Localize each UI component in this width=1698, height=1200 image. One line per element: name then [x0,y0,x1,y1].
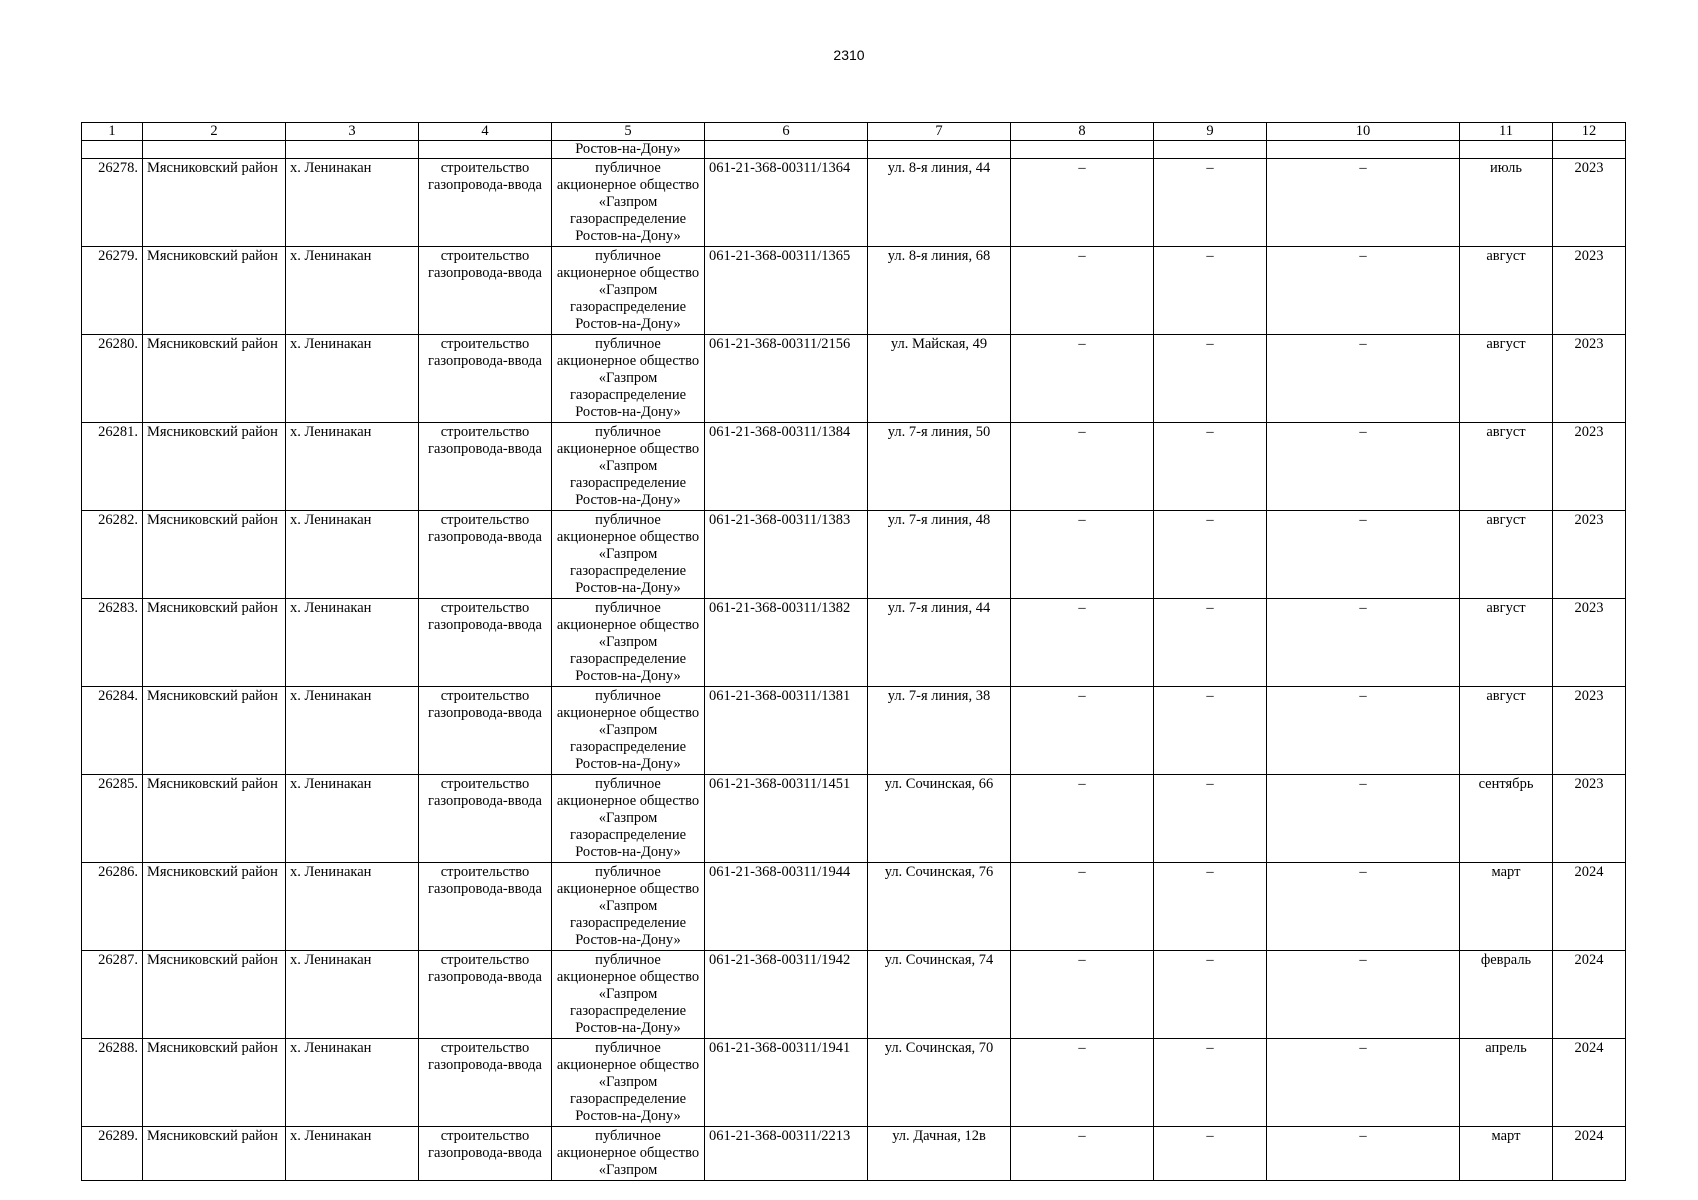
table-row [82,599,1626,687]
record-number: 26283. [82,599,143,687]
organization-cell: публичное акционерное общество «Газпром газораспределение Ростов-на-Дону» [552,511,705,599]
district-cell: Мясниковский район [143,423,286,511]
address-cell: ул. Сочинская, 74 [868,951,1011,1039]
year-cell: 2024 [1553,951,1626,1039]
work-type-cell: строительство газопровода-ввода [419,1127,552,1181]
organization-cell: публичное акционерное общество «Газпром [552,1127,705,1181]
permit-code-cell: 061-21-368-00311/1364 [705,159,868,247]
record-number: 26286. [82,863,143,951]
column-10-cell: – [1267,423,1460,511]
column-10-cell: – [1267,951,1460,1039]
address-cell: ул. Сочинская, 70 [868,1039,1011,1127]
district-cell: Мясниковский район [143,1127,286,1181]
table-row [82,247,1626,335]
organization-cell: публичное акционерное общество «Газпром газораспределение Ростов-на-Дону» [552,599,705,687]
address-cell: ул. 7-я линия, 38 [868,687,1011,775]
district-cell: Мясниковский район [143,335,286,423]
column-9-cell: – [1154,863,1267,951]
record-number: 26280. [82,335,143,423]
record-number: 26288. [82,1039,143,1127]
district-cell: Мясниковский район [143,775,286,863]
column-8-cell: – [1011,1127,1154,1181]
column-header: 6 [705,123,868,141]
settlement-cell: х. Ленинакан [286,687,419,775]
work-type-cell: строительство газопровода-ввода [419,863,552,951]
column-10-cell: – [1267,1039,1460,1127]
column-8-cell: – [1011,1039,1154,1127]
table-row [82,687,1626,775]
work-type-cell: строительство газопровода-ввода [419,247,552,335]
column-8-cell: – [1011,247,1154,335]
work-type-cell: строительство газопровода-ввода [419,599,552,687]
year-cell: 2023 [1553,335,1626,423]
column-10-cell: – [1267,159,1460,247]
column-10-cell: – [1267,511,1460,599]
column-8-cell: – [1011,159,1154,247]
address-cell: ул. Сочинская, 66 [868,775,1011,863]
org-continuation: Ростов-на-Дону» [552,141,705,159]
settlement-cell: х. Ленинакан [286,1039,419,1127]
column-header: 11 [1460,123,1553,141]
column-header: 2 [143,123,286,141]
month-cell: август [1460,687,1553,775]
permit-code-cell: 061-21-368-00311/1451 [705,775,868,863]
permit-code-cell: 061-21-368-00311/1942 [705,951,868,1039]
column-9-cell: – [1154,159,1267,247]
address-cell: ул. 7-я линия, 44 [868,599,1011,687]
work-type-cell: строительство газопровода-ввода [419,951,552,1039]
settlement-cell: х. Ленинакан [286,599,419,687]
permit-code-cell: 061-21-368-00311/2213 [705,1127,868,1181]
settlement-cell: х. Ленинакан [286,511,419,599]
column-10-cell: – [1267,863,1460,951]
organization-cell: публичное акционерное общество «Газпром газораспределение Ростов-на-Дону» [552,247,705,335]
settlement-cell: х. Ленинакан [286,863,419,951]
permit-code-cell: 061-21-368-00311/1365 [705,247,868,335]
organization-cell: публичное акционерное общество «Газпром газораспределение Ростов-на-Дону» [552,863,705,951]
column-10-cell: – [1267,1127,1460,1181]
column-9-cell: – [1154,687,1267,775]
record-number: 26281. [82,423,143,511]
work-type-cell: строительство газопровода-ввода [419,687,552,775]
year-cell: 2024 [1553,863,1626,951]
month-cell: сентябрь [1460,775,1553,863]
district-cell: Мясниковский район [143,159,286,247]
table-row [82,775,1626,863]
column-header: 4 [419,123,552,141]
settlement-cell: х. Ленинакан [286,423,419,511]
column-9-cell: – [1154,511,1267,599]
month-cell: февраль [1460,951,1553,1039]
permit-code-cell: 061-21-368-00311/1944 [705,863,868,951]
column-9-cell: – [1154,951,1267,1039]
table-row [82,511,1626,599]
organization-cell: публичное акционерное общество «Газпром газораспределение Ростов-на-Дону» [552,1039,705,1127]
column-header: 9 [1154,123,1267,141]
column-9-cell: – [1154,1039,1267,1127]
column-8-cell: – [1011,687,1154,775]
organization-cell: публичное акционерное общество «Газпром газораспределение Ростов-на-Дону» [552,159,705,247]
year-cell: 2023 [1553,159,1626,247]
address-cell: ул. 8-я линия, 44 [868,159,1011,247]
district-cell: Мясниковский район [143,687,286,775]
record-number: 26278. [82,159,143,247]
column-10-cell: – [1267,335,1460,423]
column-8-cell: – [1011,511,1154,599]
record-number: 26282. [82,511,143,599]
year-cell: 2024 [1553,1127,1626,1181]
district-cell: Мясниковский район [143,863,286,951]
settlement-cell: х. Ленинакан [286,247,419,335]
address-cell: ул. Сочинская, 76 [868,863,1011,951]
work-type-cell: строительство газопровода-ввода [419,1039,552,1127]
work-type-cell: строительство газопровода-ввода [419,335,552,423]
column-8-cell: – [1011,423,1154,511]
organization-cell: публичное акционерное общество «Газпром газораспределение Ростов-на-Дону» [552,423,705,511]
column-9-cell: – [1154,775,1267,863]
column-header: 7 [868,123,1011,141]
address-cell: ул. Дачная, 12в [868,1127,1011,1181]
work-type-cell: строительство газопровода-ввода [419,423,552,511]
district-cell: Мясниковский район [143,1039,286,1127]
month-cell: март [1460,1127,1553,1181]
address-cell: ул. 8-я линия, 68 [868,247,1011,335]
column-header: 1 [82,123,143,141]
address-cell: ул. 7-я линия, 48 [868,511,1011,599]
column-header: 5 [552,123,705,141]
permit-code-cell: 061-21-368-00311/1384 [705,423,868,511]
year-cell: 2023 [1553,775,1626,863]
column-header: 12 [1553,123,1626,141]
month-cell: август [1460,511,1553,599]
month-cell: август [1460,599,1553,687]
page-number: 2310 [833,47,865,63]
month-cell: август [1460,423,1553,511]
permit-code-cell: 061-21-368-00311/1382 [705,599,868,687]
month-cell: июль [1460,159,1553,247]
year-cell: 2023 [1553,247,1626,335]
settlement-cell: х. Ленинакан [286,951,419,1039]
table-row [82,159,1626,247]
work-type-cell: строительство газопровода-ввода [419,511,552,599]
work-type-cell: строительство газопровода-ввода [419,159,552,247]
address-cell: ул. 7-я линия, 50 [868,423,1011,511]
table-row [82,863,1626,951]
permit-code-cell: 061-21-368-00311/1381 [705,687,868,775]
settlement-cell: х. Ленинакан [286,335,419,423]
column-9-cell: – [1154,423,1267,511]
column-9-cell: – [1154,599,1267,687]
district-cell: Мясниковский район [143,511,286,599]
settlement-cell: х. Ленинакан [286,159,419,247]
record-number: 26289. [82,1127,143,1181]
column-header: 8 [1011,123,1154,141]
address-cell: ул. Майская, 49 [868,335,1011,423]
permit-code-cell: 061-21-368-00311/1941 [705,1039,868,1127]
organization-cell: публичное акционерное общество «Газпром газораспределение Ростов-на-Дону» [552,775,705,863]
year-cell: 2024 [1553,1039,1626,1127]
column-10-cell: – [1267,599,1460,687]
column-8-cell: – [1011,335,1154,423]
column-8-cell: – [1011,951,1154,1039]
column-10-cell: – [1267,687,1460,775]
column-8-cell: – [1011,775,1154,863]
column-10-cell: – [1267,247,1460,335]
month-cell: август [1460,247,1553,335]
column-header: 10 [1267,123,1460,141]
year-cell: 2023 [1553,599,1626,687]
table-row [82,335,1626,423]
organization-cell: публичное акционерное общество «Газпром газораспределение Ростов-на-Дону» [552,687,705,775]
year-cell: 2023 [1553,511,1626,599]
registry-table [81,122,1626,1181]
record-number: 26287. [82,951,143,1039]
year-cell: 2023 [1553,423,1626,511]
month-cell: апрель [1460,1039,1553,1127]
settlement-cell: х. Ленинакан [286,775,419,863]
month-cell: март [1460,863,1553,951]
district-cell: Мясниковский район [143,951,286,1039]
permit-code-cell: 061-21-368-00311/2156 [705,335,868,423]
continuation-row [82,141,1626,159]
table-row [82,951,1626,1039]
organization-cell: публичное акционерное общество «Газпром газораспределение Ростов-на-Дону» [552,951,705,1039]
settlement-cell: х. Ленинакан [286,1127,419,1181]
column-8-cell: – [1011,863,1154,951]
record-number: 26284. [82,687,143,775]
column-10-cell: – [1267,775,1460,863]
work-type-cell: строительство газопровода-ввода [419,775,552,863]
year-cell: 2023 [1553,687,1626,775]
column-9-cell: – [1154,247,1267,335]
record-number: 26285. [82,775,143,863]
column-9-cell: – [1154,1127,1267,1181]
column-number-row [82,123,1626,141]
column-9-cell: – [1154,335,1267,423]
record-number: 26279. [82,247,143,335]
organization-cell: публичное акционерное общество «Газпром газораспределение Ростов-на-Дону» [552,335,705,423]
table-row [82,1039,1626,1127]
district-cell: Мясниковский район [143,247,286,335]
table-row [82,423,1626,511]
district-cell: Мясниковский район [143,599,286,687]
column-header: 3 [286,123,419,141]
column-8-cell: – [1011,599,1154,687]
month-cell: август [1460,335,1553,423]
table-row [82,1127,1626,1181]
permit-code-cell: 061-21-368-00311/1383 [705,511,868,599]
